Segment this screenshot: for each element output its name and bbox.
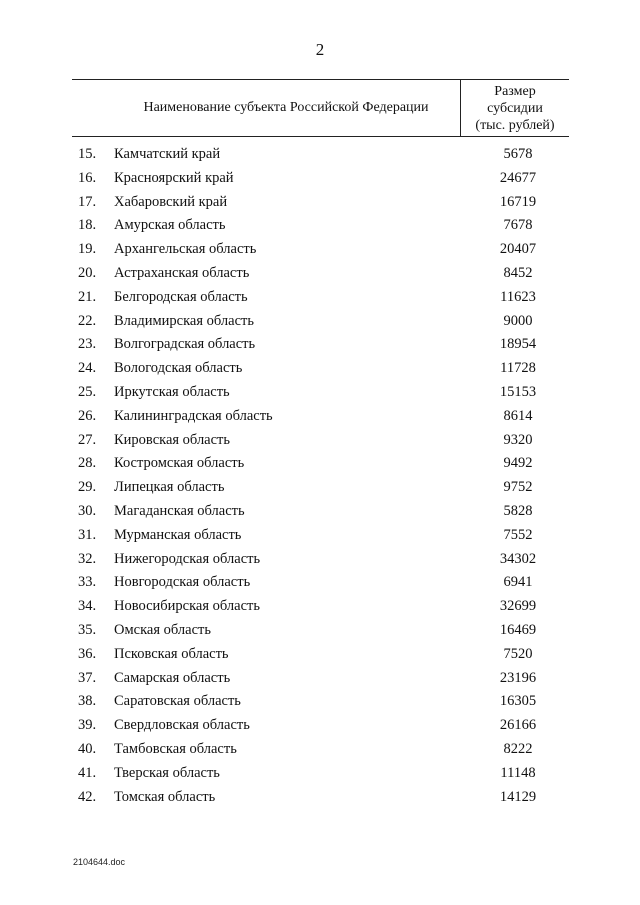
region-name: Хабаровский край [114,193,228,210]
region-name: Самарская область [114,669,231,686]
region-name: Псковская область [114,645,229,662]
table-row [0,717,640,741]
row-number: 31. [78,526,97,543]
region-name: Тамбовская область [114,740,237,757]
subsidy-value: 5828 [503,502,533,519]
subsidy-value: 7678 [503,217,533,234]
table-row [0,789,640,813]
table-row [0,265,640,289]
region-name: Магаданская область [114,502,245,519]
table-row [0,503,640,527]
subsidy-value: 23196 [499,669,537,686]
subsidy-value: 26166 [499,717,537,734]
row-number: 21. [78,288,97,305]
region-name: Кировская область [114,431,231,448]
row-number: 18. [78,217,97,234]
subsidy-value: 15153 [499,383,537,400]
header-name-column: Наименование субъекта Российской Федерации [143,100,429,115]
region-name: Волгоградская область [114,336,256,353]
region-name: Нижегородская область [114,550,261,567]
subsidy-value: 6941 [503,574,533,591]
table-row [0,551,640,575]
table-row [0,622,640,646]
row-number: 38. [78,693,97,710]
region-name: Томская область [114,788,216,805]
subsidy-value: 9320 [503,431,533,448]
row-number: 33. [78,574,97,591]
row-number: 34. [78,598,97,615]
table-row [0,574,640,598]
table-header [72,79,569,137]
table-row [0,598,640,622]
region-name: Вологодская область [114,360,243,377]
region-name: Иркутская область [114,383,230,400]
region-name: Белгородская область [114,288,248,305]
subsidy-value: 24677 [499,169,537,186]
table-row [0,289,640,313]
subsidy-value: 7520 [503,645,533,662]
header-subsidy-line3: (тыс. рублей) [475,117,555,133]
document-filename: 2104644.doc [73,857,126,867]
table-row [0,527,640,551]
row-number: 19. [78,241,97,258]
region-name: Омская область [114,621,211,638]
row-number: 37. [78,669,97,686]
subsidy-value: 8614 [503,407,533,424]
table-row [0,765,640,789]
row-number: 28. [78,455,97,472]
subsidy-value: 34302 [499,550,537,567]
subsidy-value: 7552 [503,526,533,543]
row-number: 29. [78,479,97,496]
row-number: 26. [78,407,97,424]
region-name: Владимирская область [114,312,254,329]
row-number: 35. [78,621,97,638]
table-row [0,146,640,170]
table-row [0,313,640,337]
region-name: Камчатский край [114,146,221,162]
subsidy-value: 9752 [503,479,533,496]
table-row [0,741,640,765]
table-row [0,384,640,408]
table-row [0,670,640,694]
table-row [0,360,640,384]
region-name: Амурская область [114,217,226,234]
row-number: 24. [78,360,97,377]
row-number: 41. [78,764,97,781]
subsidy-value: 11623 [500,288,536,305]
table-row [0,194,640,218]
region-name: Липецкая область [114,479,225,496]
row-number: 25. [78,383,97,400]
region-name: Свердловская область [114,717,250,734]
table-row [0,408,640,432]
subsidy-value: 9000 [503,312,533,329]
subsidy-value: 11148 [500,764,536,781]
subsidy-value: 20407 [499,241,537,258]
region-name: Саратовская область [114,693,241,710]
row-number: 22. [78,312,97,329]
region-name: Новгородская область [114,574,251,591]
subsidy-value: 32699 [499,598,537,615]
table-row [0,455,640,479]
row-number: 42. [78,788,97,805]
row-number: 36. [78,645,97,662]
subsidy-value: 18954 [499,336,537,353]
subsidy-value: 14129 [499,788,537,805]
subsidy-value: 5678 [503,146,533,162]
subsidy-value: 11728 [500,360,536,377]
row-number: 39. [78,717,97,734]
row-number: 32. [78,550,97,567]
table-row [0,217,640,241]
table-body [0,146,640,812]
page-number: 2 [315,40,325,59]
table-row [0,170,640,194]
subsidy-value: 16469 [499,621,537,638]
table-row [0,693,640,717]
subsidy-value: 8222 [503,740,533,757]
region-name: Костромская область [114,455,245,472]
row-number: 27. [78,431,97,448]
row-number: 16. [78,169,97,186]
header-subsidy-line1: Размер [494,83,536,99]
row-number: 17. [78,193,97,210]
row-number: 15. [78,146,97,162]
header-subsidy-line2: субсидии [487,100,543,116]
table-row [0,432,640,456]
region-name: Новосибирская область [114,598,260,615]
region-name: Мурманская область [114,526,242,543]
region-name: Красноярский край [114,169,234,186]
subsidy-value: 16305 [499,693,537,710]
region-name: Тверская область [114,764,220,781]
table-row [0,646,640,670]
table-row [0,336,640,360]
header-subsidy-column [461,80,569,136]
table-row [0,479,640,503]
subsidy-value: 9492 [503,455,533,472]
region-name: Архангельская область [114,241,257,258]
region-name: Калининградская область [114,407,273,424]
row-number: 40. [78,740,97,757]
table-row [0,241,640,265]
row-number: 30. [78,502,97,519]
row-number: 20. [78,264,97,281]
subsidy-value: 16719 [499,193,537,210]
region-name: Астраханская область [114,264,250,281]
row-number: 23. [78,336,97,353]
subsidy-value: 8452 [503,264,533,281]
